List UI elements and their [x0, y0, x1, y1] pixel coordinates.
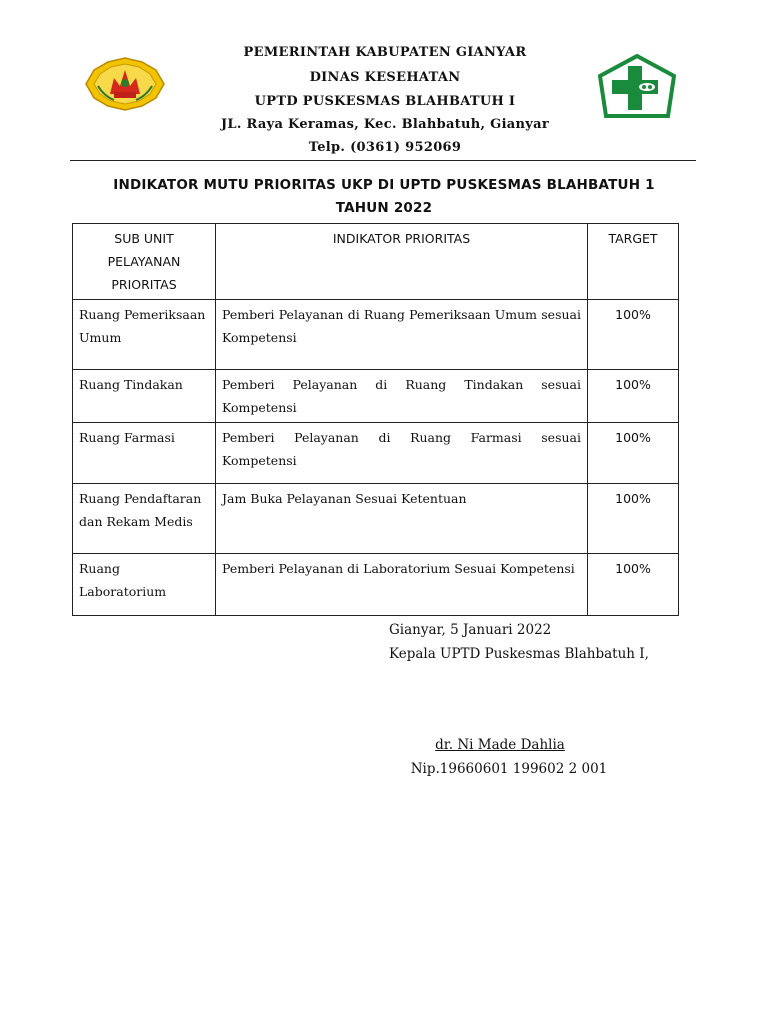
letterhead-line-1: PEMERINTAH KABUPATEN GIANYAR: [243, 45, 527, 60]
header-sub-unit: SUB UNIT PELAYANAN PRIORITAS: [73, 224, 216, 300]
row-target: 100%: [588, 554, 679, 616]
row-unit: Ruang Pendaftaran dan Rekam Medis: [73, 484, 216, 554]
letterhead-line-3: UPTD PUSKESMAS BLAHBATUH I: [254, 94, 516, 109]
row-indicator: Pemberi Pelayanan di Ruang Farmasi sesuai Kompetensi: [216, 423, 588, 484]
signature-position: Kepala UPTD Puskesmas Blahbatuh I,: [389, 646, 649, 662]
letterhead-line-2: DINAS KESEHATAN: [309, 70, 461, 85]
table-row: [73, 370, 679, 423]
document-year: TAHUN 2022: [335, 200, 433, 216]
row-target: 100%: [588, 300, 679, 370]
table-header-row: [73, 224, 679, 300]
document-title: INDIKATOR MUTU PRIORITAS UKP DI UPTD PUSKESMAS BLAHBATUH 1: [113, 177, 655, 193]
signatory-name: dr. Ni Made Dahlia: [435, 737, 565, 753]
header-target: TARGET: [588, 224, 679, 300]
letterhead-address: JL. Raya Keramas, Kec. Blahbatuh, Gianyar: [220, 117, 550, 132]
letterhead-divider: [70, 160, 696, 161]
table-row: [73, 484, 679, 554]
row-unit: Ruang Farmasi: [73, 423, 216, 484]
row-unit: Ruang Tindakan: [73, 370, 216, 423]
indicator-table: [72, 223, 679, 616]
row-target: 100%: [588, 370, 679, 423]
table-row: [73, 554, 679, 616]
header-indicator: INDIKATOR PRIORITAS: [216, 224, 588, 300]
row-target: 100%: [588, 484, 679, 554]
signature-place-date: Gianyar, 5 Januari 2022: [389, 622, 552, 638]
letterhead-phone: Telp. (0361) 952069: [308, 140, 462, 155]
signatory-nip: Nip.19660601 199602 2 001: [410, 761, 608, 777]
row-indicator: Pemberi Pelayanan di Laboratorium Sesuai Kompetensi: [216, 554, 588, 616]
row-unit: Ruang Pemeriksaan Umum: [73, 300, 216, 370]
row-indicator: Jam Buka Pelayanan Sesuai Ketentuan: [216, 484, 588, 554]
row-indicator: Pemberi Pelayanan di Ruang Tindakan sesuai Kompetensi: [216, 370, 588, 423]
table-row: [73, 423, 679, 484]
row-unit: Ruang Laboratorium: [73, 554, 216, 616]
row-target: 100%: [588, 423, 679, 484]
table-row: [73, 300, 679, 370]
row-indicator: Pemberi Pelayanan di Ruang Pemeriksaan Umum sesuai Kompetensi: [216, 300, 588, 370]
